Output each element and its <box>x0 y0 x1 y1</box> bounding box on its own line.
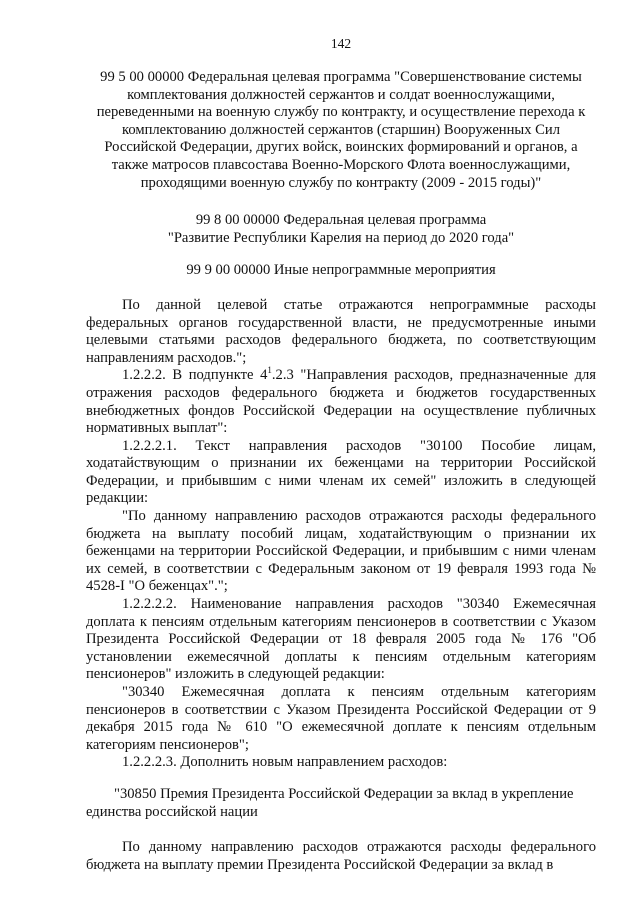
paragraph-30850-description: По данному направлению расходов отражаются расходы федерального бюджета на выплату премии Президента Российской Федерации за вклад в <box>86 839 596 873</box>
heading-line: "Развитие Республики Карелия на период до 2020 года" <box>167 229 515 246</box>
paragraph-1-2-2-2-1: 1.2.2.2.1. Текст направления расходов "30100 Пособие лицам, ходатайствующим о признании их беженцами на территории Российской Федерации, и прибывшим с ними членам их семей" изложить в следующей редакции: <box>86 437 596 507</box>
heading-line: комплектованию должностей сержантов (старшин) Вооруженных Сил <box>121 121 560 138</box>
paragraph-quote-30340: "30340 Ежемесячная доплата к пенсиям отдельным категориям пенсионеров в соответствии с Указом Президента Российской Федерации от 9 декабря 2015 года № 610 "О ежемесячной доплате к пенсиям отдельным категориям пенсионеров"; <box>86 684 596 753</box>
paragraph-text: 1.2.2.2. В подпункте 4 <box>122 367 268 384</box>
heading-line: комплектования должностей сержантов и солдат военнослужащими, <box>127 86 555 103</box>
paragraph-quote-30100: "По данному направлению расходов отражаются расходы федерального бюджета на выплату пособий лицам, ходатайствующим о признании их беженцами на территории Российской Федерации, и прибывшим с ними членам их семей, в соответствии с Федеральным законом от 19 февраля 1993 года № 4528-I "О беженцах"."; <box>86 508 596 595</box>
paragraph-program-999-description: По данной целевой статье отражаются непрограммные расходы федеральных органов государственной власти, не предусмотренные иными целевыми статьями расходов федерального бюджета, по соответствующим направлениям расходов."; <box>86 296 596 366</box>
heading-line: также матросов плавсостава Военно-Морского Флота военнослужащими, <box>111 156 571 173</box>
heading-line: 99 5 00 00000 Федеральная целевая программа "Совершенствование системы <box>100 69 582 85</box>
heading-line: проходящими военную службу по контракту (2009 - 2015 годы)" <box>140 174 542 191</box>
superscript: 1 <box>267 365 272 376</box>
page-number: 142 <box>330 36 352 51</box>
heading-program-995 <box>86 69 596 192</box>
heading-program-999: 99 9 00 00000 Иные непрограммные мероприятия <box>186 262 496 279</box>
paragraph-1-2-2-2-3: 1.2.2.2.3. Дополнить новым направлением расходов: <box>122 754 448 771</box>
heading-line: переведенными на военную службу по контракту, и осуществление перехода к <box>96 104 586 121</box>
heading-line: 99 8 00 00000 Федеральная целевая программа <box>195 212 487 229</box>
paragraph-30850-title: "30850 Премия Президента Российской Федерации за вклад в укрепление единства российской нации <box>86 785 574 820</box>
paragraph-1-2-2-2 <box>86 367 596 437</box>
paragraph-1-2-2-2-2: 1.2.2.2.2. Наименование направления расходов "30340 Ежемесячная доплата к пенсиям отдельным категориям пенсионеров в соответствии с Указом Президента Российской Федерации от 18 февраля 2005 года № 176 "Об установлении ежемесячной доплаты к пенсиям отдельным категориям пенсионеров" изложить в следующей редакции: <box>86 596 596 683</box>
heading-program-998 <box>86 212 596 247</box>
heading-line: Российской Федерации, других войск, воинских формирований и органов, а <box>104 139 578 156</box>
paragraph-text: .2.3 "Направления расходов, предназначенные для отражения расходов федерального бюджета и бюджетов государственных внебюджетных фондов Российской Федерации на осуществление публичных нормативных выплат": <box>86 367 596 437</box>
